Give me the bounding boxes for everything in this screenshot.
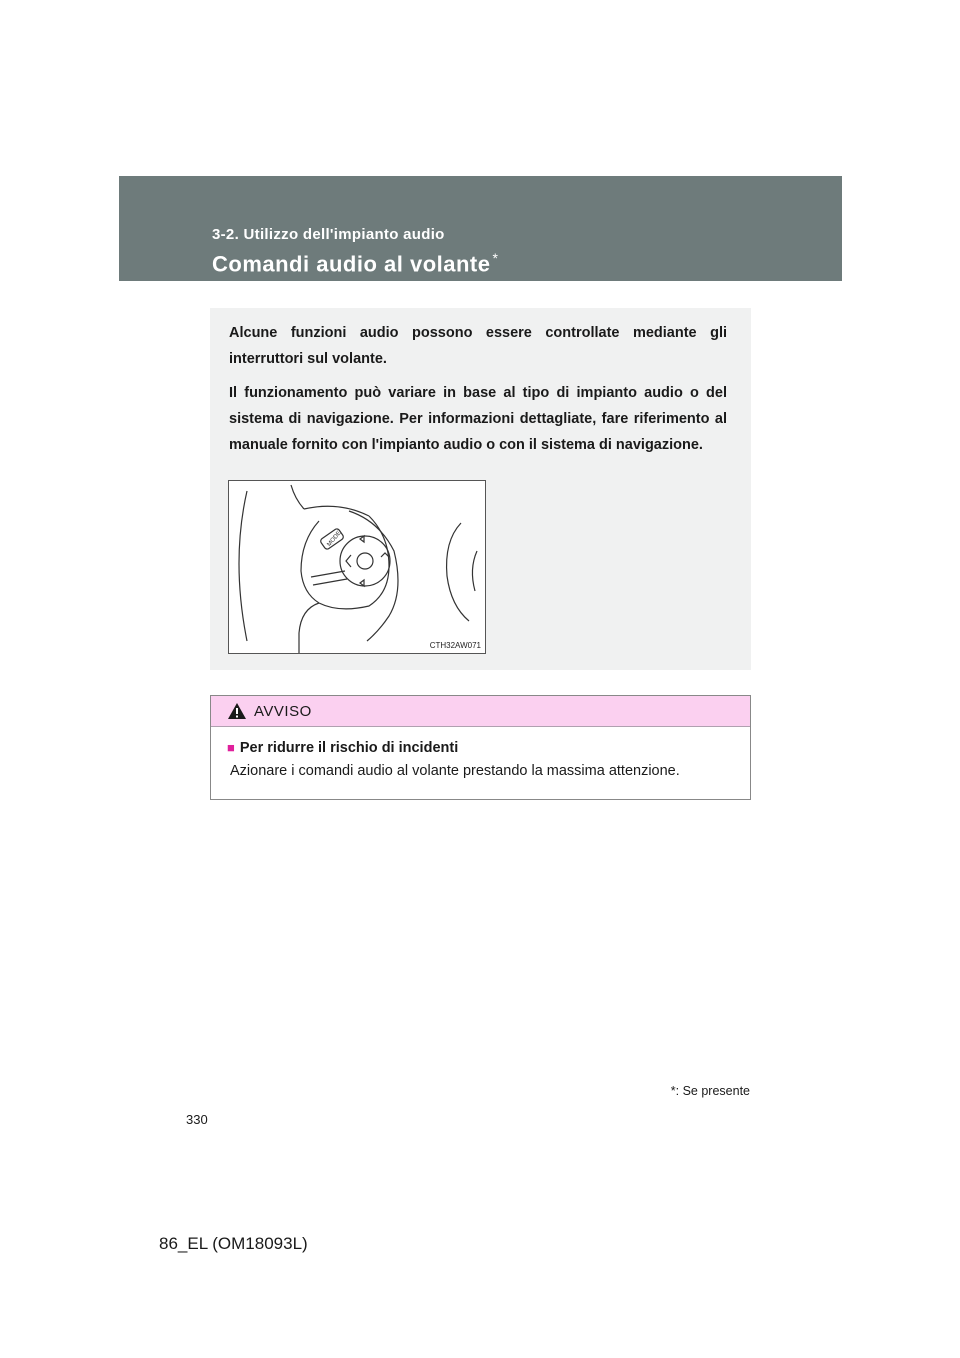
footnote: [671, 1084, 750, 1098]
warning-header: [211, 696, 750, 727]
section-label: 3-2. Utilizzo dell'impianto audio: [212, 226, 445, 243]
warning-item-title-text: Per ridurre il rischio di incidenti: [239, 740, 459, 756]
document-code: 86_EL (OM18093L): [159, 1234, 308, 1253]
warning-item-title: [227, 740, 458, 756]
square-bullet-icon: ■: [227, 740, 235, 755]
steering-wheel-drawing: [229, 481, 485, 653]
intro-paragraph-1: Alcune funzioni audio possono essere controllate mediante gli interruttori sul volante.: [229, 325, 727, 367]
intro-box: [210, 308, 751, 670]
figure-code: CTH32AW071: [429, 641, 481, 650]
steering-wheel-illustration: [228, 480, 486, 654]
warning-label: AVVISO: [254, 703, 312, 720]
warning-box: [210, 695, 751, 800]
page-title: [212, 250, 498, 277]
intro-paragraph-2: Il funzionamento può variare in base al tipo di impianto audio o del sistema di navigazione. Per informazioni dettagliate, fare riferimento al manuale fornito con l'impianto audio o con il sistema di navigazione.: [229, 385, 727, 453]
warning-item-text: Azionare i comandi audio al volante prestando la massima attenzione.: [230, 763, 680, 779]
page-title-text: Comandi audio al volante: [212, 251, 491, 277]
page-number: 330: [186, 1112, 208, 1127]
footnote-text: : Se presente: [675, 1084, 750, 1098]
title-asterisk: *: [492, 250, 499, 266]
intro-text: [229, 320, 727, 466]
header-band: [119, 176, 842, 281]
warning-triangle-icon: [227, 702, 247, 720]
mode-button-label: MODE: [326, 530, 343, 548]
footnote-marker: *: [670, 1084, 676, 1098]
